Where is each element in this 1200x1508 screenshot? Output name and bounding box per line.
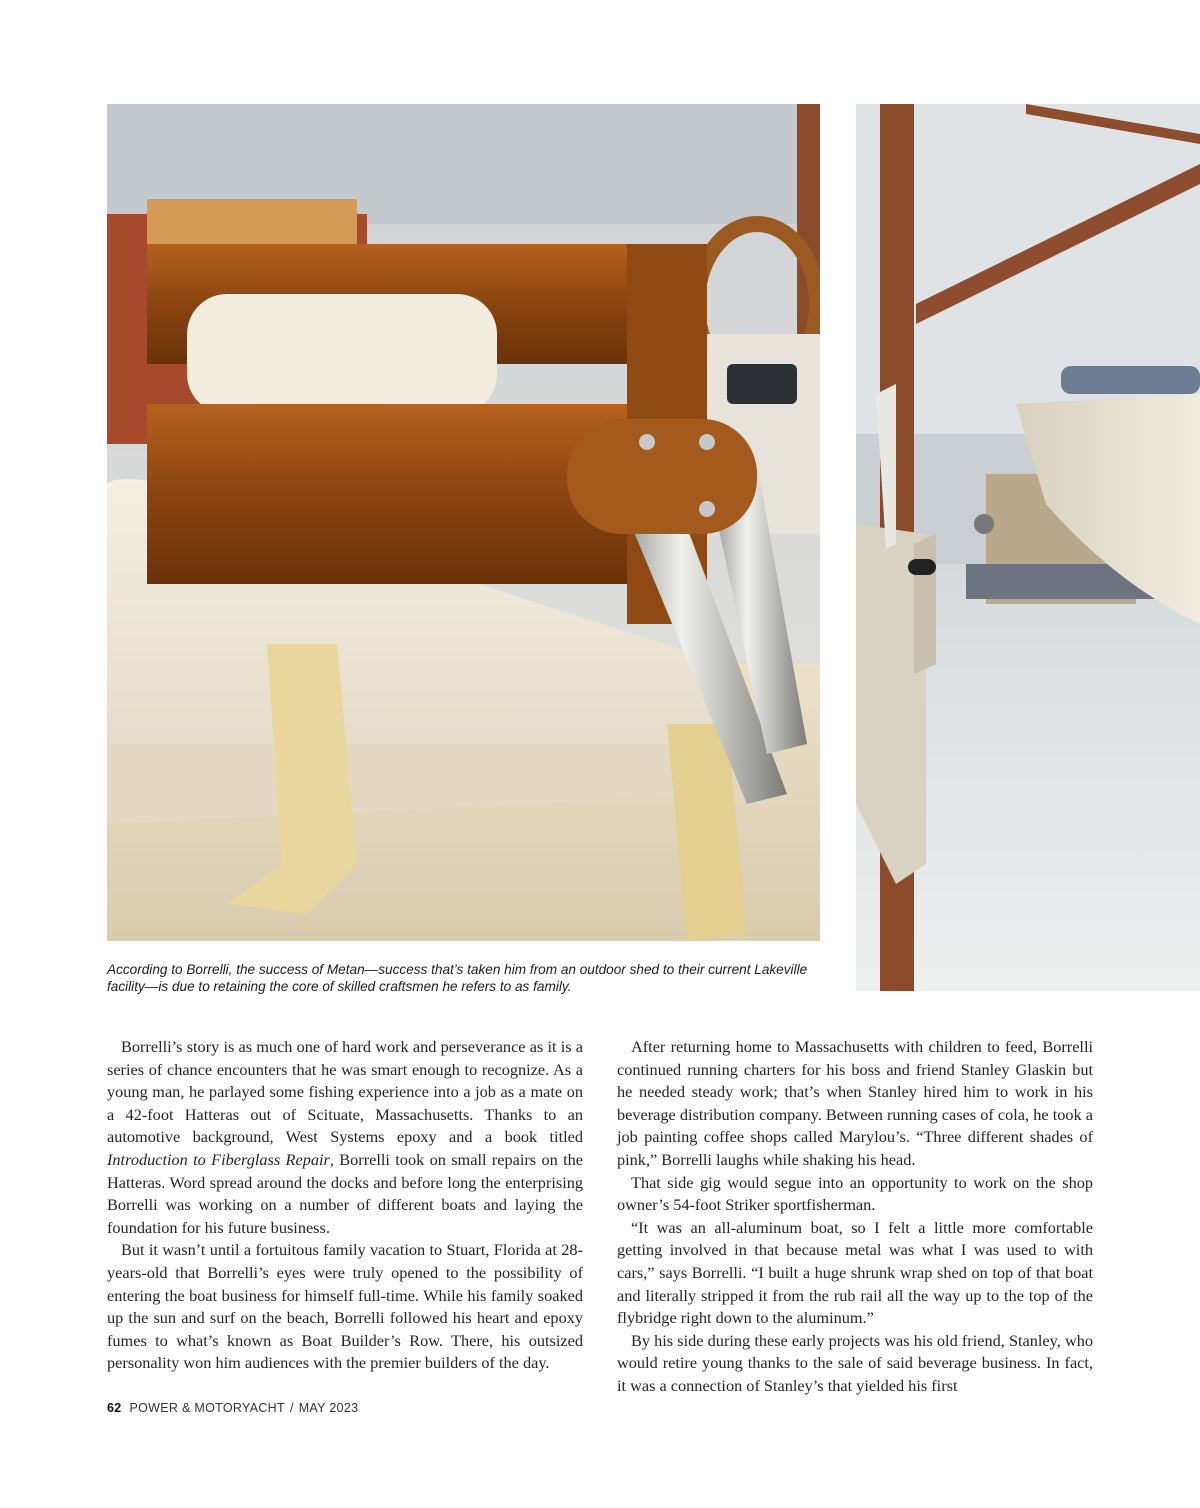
book-title: Introduction to Fiberglass Repair [107, 1149, 330, 1169]
photo-caption: According to Borrelli, the success of Metan—success that’s taken him from an outdoor shed to their current Lakeville facility—is due to retaining the core of skilled craftsmen he refers to as family. [107, 962, 808, 994]
paragraph: After returning home to Massachusetts with children to feed, Borrelli continued running charters for his boss and friend Stanley Glaskin but he needed steady work; that’s when Stanley hired him to work in his beverage distribution company. Between running cases of cola, he took a job painting coffee shops called Marylou’s. “Three different shades of pink,” Borrelli laughs while shaking his head. [617, 1037, 1093, 1169]
page-number: 62 [107, 1401, 122, 1415]
body-column-left [107, 1036, 583, 1375]
page-footer [107, 1401, 358, 1415]
paragraph: By his side during these early projects was his old friend, Stanley, who would retire young thanks to the sale of said beverage business. In fact, it was a connection of Stanley’s that yielded his first [617, 1330, 1093, 1395]
photo-teak-seat [107, 104, 820, 941]
teak-seat-illustration [107, 104, 820, 941]
paragraph: That side gig would segue into an opportunity to work on the shop owner’s 54-foot Striker sportfisherman. [617, 1172, 1093, 1215]
photo-shop-interior [856, 104, 1200, 991]
paragraph-text: , Borrelli took on small repairs on the Hatteras. Word spread around the docks and before long the enterprising Borrelli was working on a number of different boats and laying the foundation for his future business. [107, 1149, 584, 1237]
issue-date: MAY 2023 [298, 1401, 359, 1415]
body-column-right [617, 1036, 1093, 1398]
paragraph: “It was an all-aluminum boat, so I felt a little more comfortable getting involved in that because metal was what I was used to with cars,” says Borrelli. “I built a huge shrunk wrap shed on top of that boat and literally stripped it from the rub rail all the way up to the top of the flybridge right down to the aluminum.” [617, 1217, 1093, 1328]
publication-name: POWER & MOTORYACHT [129, 1401, 285, 1415]
paragraph-text: Borrelli’s story is as much one of hard work and perseverance as it is a series of chance encounters that he was smart enough to recognize. As a young man, he parlayed some fishing experience into a job as a mate on a 42-foot Hatteras out of Scituate, Massachusetts. Thanks to an automotive background, West Systems epoxy and a book titled [107, 1037, 583, 1147]
paragraph: But it wasn’t until a fortuitous family vacation to Stuart, Florida at 28-years-old that Borrelli’s eyes were truly opened to the possibility of entering the boat business for himself full-time. While his family soaked up the sun and surf on the beach, Borrelli followed his heart and epoxy fumes to what’s known as Boat Builder’s Row. There, his outsized personality won him audiences with the premier builders of the day. [107, 1240, 583, 1373]
paragraph [107, 1036, 583, 1239]
shop-interior-illustration [856, 104, 1200, 991]
folio-separator: / [289, 1401, 294, 1415]
